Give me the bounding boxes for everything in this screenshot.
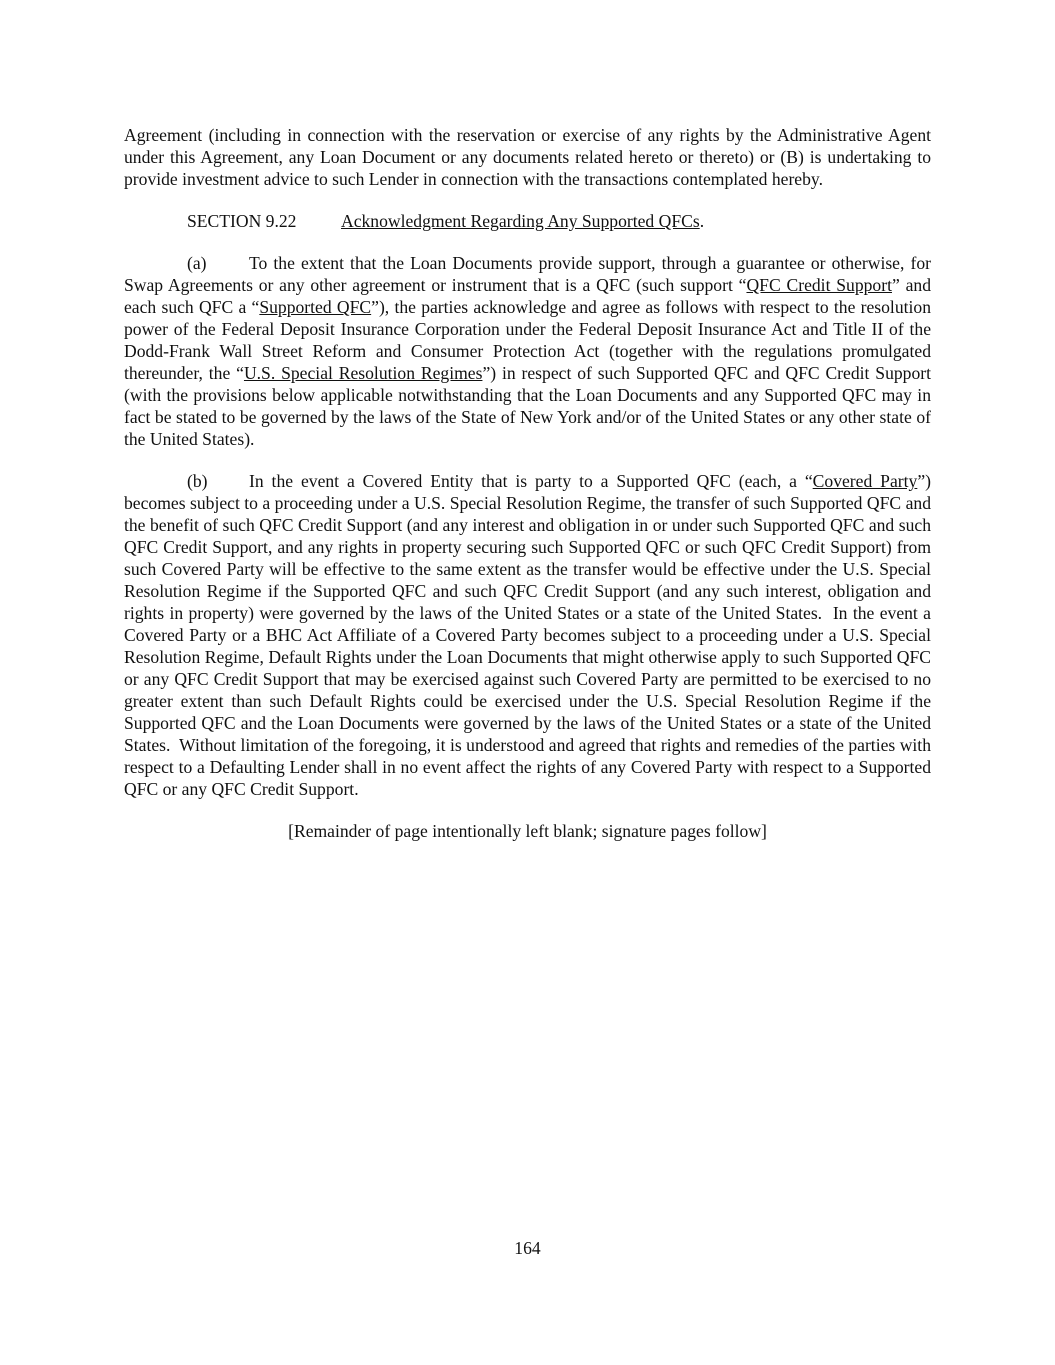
section-heading (124, 210, 931, 232)
document-page (124, 124, 931, 842)
section-number: SECTION 9.22 (187, 211, 297, 231)
defined-term-covered-party: Covered Party (812, 471, 918, 491)
clause-a-paragraph (124, 252, 931, 450)
closing-note: [Remainder of page intentionally left blank; signature pages follow] (288, 821, 767, 841)
clause-a-label: (a) (187, 253, 207, 273)
clause-a-text-3: ”), the parties acknowledge and agree as follows with respect to the resolution power of the Federal Deposit Insurance Corporation under the Federal Deposit Insurance Act and Title II of the Dodd-Frank Wall Street Reform and Consumer Protection Act (together with the regulations promulgated thereunder, the “ (124, 297, 931, 383)
clause-a-text-2: ” and each such QFC a “ (124, 275, 931, 317)
clause-b-paragraph (124, 470, 931, 800)
clause-b-text-1: In the event a Covered Entity that is party to a Supported QFC (each, a “ (249, 471, 813, 491)
clause-b-label: (b) (187, 471, 208, 491)
intro-paragraph: Agreement (including in connection with the reservation or exercise of any rights by the Administrative Agent under this Agreement, any Loan Document or any documents related hereto or thereto) or (B) is undertaking to provide investment advice to such Lender in connection with the transactions contemplated hereby. (124, 125, 931, 189)
clause-b-text-2: ”) becomes subject to a proceeding under a U.S. Special Resolution Regime, the transfer of such Supported QFC and the benefit of such QFC Credit Support (and any interest and obligation in or under such Supported QFC and such QFC Credit Support, and any rights in property securing such Supported QFC or such QFC Credit Support) from such Covered Party will be effective to the same extent as the transfer would be effective under the U.S. Special Resolution Regime if the Supported QFC and such QFC Credit Support (and any such interest, obligation and rights in property) were governed by the laws of the United States or a state of the United States. In the event a Covered Party or a BHC Act Affiliate of a Covered Party becomes subject to a proceeding under a U.S. Special Resolution Regime, Default Rights under the Loan Documents that might otherwise apply to such Supported QFC or any QFC Credit Support that may be exercised against such Covered Party are permitted to be exercised to no greater extent than such Default Rights could be exercised under the U.S. Special Resolution Regime if the Supported QFC and the Loan Documents were governed by the laws of the United States or a state of the United States. Without limitation of the foregoing, it is understood and agreed that rights and remedies of the parties with respect to a Defaulting Lender shall in no event affect the rights of any Covered Party with respect to a Supported QFC or any QFC Credit Support. (124, 471, 931, 799)
defined-term-us-special-resolution-regimes: U.S. Special Resolution Regimes (243, 363, 483, 383)
section-title-period: . (699, 211, 705, 231)
page-number: 164 (514, 1238, 541, 1258)
section-title: Acknowledgment Regarding Any Supported QFCs (341, 211, 700, 231)
clause-a-text-1: To the extent that the Loan Documents provide support, through a guarantee or otherwise, for Swap Agreements or any other agreement or instrument that is a QFC (such support “ (124, 253, 931, 295)
defined-term-qfc-credit-support: QFC Credit Support (746, 275, 892, 295)
clause-a-text-4: ”) in respect of such Supported QFC and QFC Credit Support (with the provisions below applicable notwithstanding that the Loan Documents and any Supported QFC may in fact be stated to be governed by the laws of the State of New York and/or of the United States or any other state of the United States). (124, 363, 932, 449)
defined-term-supported-qfc: Supported QFC (259, 297, 372, 317)
